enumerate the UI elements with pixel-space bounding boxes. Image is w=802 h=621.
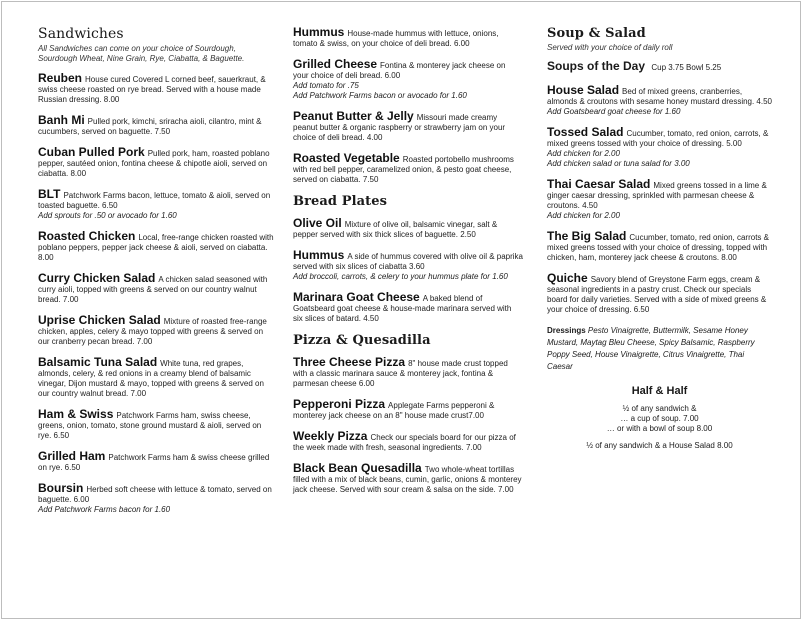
- item-addon: Add Patchwork Farms bacon for 1.60: [38, 505, 171, 514]
- sandwich-list-continued: [293, 26, 523, 185]
- item-description: House cured Covered L corned beef, sauerkraut, & swiss cheese roasted on rye bread. Served with a house made Russian dressing. 8.00: [38, 75, 266, 104]
- item-description: Missouri made creamy peanut butter & organic raspberry or strawberry jam on your choice of deli bread. 4.00: [293, 113, 506, 142]
- menu-item: [38, 356, 276, 399]
- item-description: Pulled pork, kimchi, sriracha aioli, cilantro, mint & cucumbers, served on baguette. 7.50: [38, 117, 262, 136]
- item-name: Quiche: [547, 271, 588, 285]
- item-description: Fontina & monterey jack cheese on your choice of deli bread. 6.00: [293, 61, 506, 80]
- half-half-line: ½ of any sandwich &: [622, 404, 697, 413]
- item-name: Grilled Ham: [38, 449, 106, 463]
- item-name: Roasted Vegetable: [293, 151, 400, 165]
- menu-item: [38, 72, 276, 105]
- menu-item: [547, 230, 772, 263]
- item-name: Boursin: [38, 481, 84, 495]
- dressings-label: Dressings: [547, 326, 586, 335]
- item-description: A chicken salad seasoned with curry aioli, topped with greens & served on our country walnut bread. 7.00: [38, 275, 268, 304]
- dressings-list: Pesto Vinaigrette, Buttermilk, Sesame Honey Mustard, Maytag Bleu Cheese, Spicy Balsamic, Raspberry Poppy Seed, House Vinaigrette, Citrus Vinaigrette, Thai Caesar: [547, 326, 755, 371]
- half-half-heading: Half & Half: [631, 385, 688, 397]
- item-name: Weekly Pizza: [293, 429, 368, 443]
- item-name: Hummus: [293, 248, 345, 262]
- menu-item: [293, 152, 523, 185]
- menu-item: [38, 146, 276, 179]
- item-name: Peanut Butter & Jelly: [293, 109, 414, 123]
- item-description: Applegate Farms pepperoni & monterey jack cheese on an 8" house made crust7.00: [293, 401, 495, 420]
- item-description: Mixture of olive oil, balsamic vinegar, salt & pepper served with six thick slices of baguette. 2.50: [293, 220, 498, 239]
- soup-salad-heading: Soup & Salad: [547, 26, 646, 41]
- salad-list: [547, 84, 772, 315]
- menu-item: [293, 430, 523, 453]
- menu-item: [547, 126, 772, 169]
- item-name: Marinara Goat Cheese: [293, 290, 420, 304]
- item-name: Uprise Chicken Salad: [38, 313, 161, 327]
- column-middle: [293, 26, 523, 504]
- item-addon: Add tomato for .75 Add Patchwork Farms bacon or avocado for 1.60: [293, 81, 467, 100]
- menu-item: [547, 84, 772, 117]
- item-name: Olive Oil: [293, 216, 342, 230]
- sandwiches-subtitle: All Sandwiches can come on your choice of Sourdough, Sourdough Wheat, Nine Grain, Rye, Ciabatta, & Baguette.: [38, 44, 245, 63]
- item-description: Cucumber, tomato, red onion, carrots, & mixed greens tossed with your choice of dressing. 5.00: [547, 129, 769, 148]
- half-half-line: … a cup of soup. 7.00: [620, 414, 699, 423]
- item-description: Roasted portobello mushrooms with red bell pepper, caramelized onion, & pesto goat cheese, served on ciabatta. 7.50: [293, 155, 514, 184]
- menu-item: [38, 272, 276, 305]
- item-description: Bed of mixed greens, cranberries, almonds & croutons with sesame honey mustard dressing. 4.50: [547, 87, 773, 106]
- item-addon: Add Goatsbeard goat cheese for 1.60: [547, 107, 681, 116]
- item-description: Herbed soft cheese with lettuce & tomato, served on baguette. 6.00: [38, 485, 272, 504]
- soups-of-the-day: [547, 59, 772, 75]
- item-name: BLT: [38, 187, 61, 201]
- item-description: House-made hummus with lettuce, onions, tomato & swiss, on your choice of deli bread. 6.00: [293, 29, 499, 48]
- menu-item: [293, 356, 523, 389]
- sandwiches-heading: Sandwiches: [38, 26, 124, 42]
- menu-item: [293, 217, 523, 240]
- item-name: Thai Caesar Salad: [547, 177, 651, 191]
- menu-item: [38, 230, 276, 263]
- bread-plates-list: [293, 217, 523, 324]
- menu-item: [293, 249, 523, 282]
- menu-item: [547, 272, 772, 315]
- item-name: Hummus: [293, 25, 345, 39]
- item-name: Reuben: [38, 71, 83, 85]
- menu-item: [38, 450, 276, 473]
- pizza-heading: Pizza & Quesadilla: [293, 333, 431, 348]
- half-half-line: … or with a bowl of soup 8.00: [606, 424, 713, 433]
- item-addon: Add broccoli, carrots, & celery to your hummus plate for 1.60: [293, 272, 508, 281]
- item-description: Pulled pork, ham, roasted poblano pepper, sautéed onion, fontina cheese & chipotle aioli, served on ciabatta. 8.00: [38, 149, 270, 178]
- item-description: Mixture of roasted free-range chicken, apples, celery & mayo topped with greens & served on our cranberry pecan bread. 7.00: [38, 317, 267, 346]
- menu-item: [293, 110, 523, 143]
- item-name: Curry Chicken Salad: [38, 271, 156, 285]
- item-description: Patchwork Farms ham & swiss cheese grilled on rye. 6.50: [38, 453, 270, 472]
- item-description: White tuna, red grapes, almonds, celery, & red onions in a creamy blend of balsamic vinegar, Dijon mustard & mayo, topped with greens & served on our country walnut bread. 7.00: [38, 359, 264, 398]
- column-sandwiches: [38, 26, 276, 524]
- menu-item: [547, 178, 772, 221]
- item-description: Patchwork Farms bacon, lettuce, tomato & aioli, served on toasted baguette. 6.50: [38, 191, 271, 210]
- item-description: 8" house made crust topped with a classic marinara sauce & monterey jack, fontina & parmesan cheese 6.00: [293, 359, 508, 388]
- item-name: Cuban Pulled Pork: [38, 145, 145, 159]
- item-description: Cucumber, tomato, red onion, carrots & mixed greens tossed with your choice of dressing, topped with chicken, ham, monterey jack cheese & croutons. 8.00: [547, 233, 769, 262]
- item-description: Mixed greens tossed in a lime & ginger caesar dressing, sprinkled with parmesan cheese & croutons. 4.50: [547, 181, 767, 210]
- item-description: Savory blend of Greystone Farm eggs, cream & seasonal ingredients in a pastry crust. Check our specials board for daily varieties. Served with a side of mixed greens & your choice of dressing. 6.50: [547, 275, 767, 314]
- item-addon: Add sprouts for .50 or avocado for 1.60: [38, 211, 177, 220]
- item-name: House Salad: [547, 83, 620, 97]
- sandwich-list: [38, 72, 276, 515]
- column-soup-salad: [547, 26, 772, 451]
- item-name: Grilled Cheese: [293, 57, 378, 71]
- menu-item: [38, 188, 276, 221]
- dressings: [547, 325, 772, 373]
- item-name: Three Cheese Pizza: [293, 355, 406, 369]
- item-description: Two whole-wheat tortillas filled with a mix of black beans, cumin, garlic, onions & monterey jack cheese. Served with sour cream & salsa on the side. 7.00: [293, 465, 522, 494]
- item-addon: Add chicken for 2.00 Add chicken salad or tuna salad for 3.00: [547, 149, 690, 168]
- pizza-list: [293, 356, 523, 495]
- menu-item: [293, 398, 523, 421]
- menu-item: [293, 291, 523, 324]
- item-name: Roasted Chicken: [38, 229, 136, 243]
- soup-salad-subtitle: Served with your choice of daily roll: [547, 43, 673, 52]
- item-description: Local, free-range chicken roasted with poblano peppers, pepper jack cheese & aioli, served on ciabatta. 8.00: [38, 233, 274, 262]
- menu-item: [293, 462, 523, 495]
- soups-name: Soups of the Day: [547, 59, 646, 73]
- menu-item: [38, 482, 276, 515]
- menu-item: [38, 114, 276, 137]
- item-name: Black Bean Quesadilla: [293, 461, 422, 475]
- item-name: Tossed Salad: [547, 125, 624, 139]
- item-addon: Add chicken for 2.00: [547, 211, 620, 220]
- menu-item: [293, 58, 523, 101]
- item-name: The Big Salad: [547, 229, 627, 243]
- menu-page: [1, 1, 801, 619]
- item-description: A side of hummus covered with olive oil & paprika served with six slices of ciabatta 3.60: [293, 252, 523, 271]
- item-name: Balsamic Tuna Salad: [38, 355, 158, 369]
- item-description: Check our specials board for our pizza of the week made with fresh, seasonal ingredients. 7.00: [293, 433, 516, 452]
- menu-item: [38, 314, 276, 347]
- item-description: Patchwork Farms ham, swiss cheese, greens, onion, tomato, stone ground mustard & aioli, served on rye. 6.50: [38, 411, 262, 440]
- menu-item: [38, 408, 276, 441]
- menu-item: [293, 26, 523, 49]
- item-description: A baked blend of Goatsbeard goat cheese & house-made marinara served with six slices of batard. 4.50: [293, 294, 512, 323]
- item-name: Banh Mi: [38, 113, 85, 127]
- bread-plates-heading: Bread Plates: [293, 194, 388, 209]
- item-name: Ham & Swiss: [38, 407, 114, 421]
- soups-price: Cup 3.75 Bowl 5.25: [651, 63, 722, 72]
- item-name: Pepperoni Pizza: [293, 397, 386, 411]
- half-half-line: ½ of any sandwich & a House Salad 8.00: [586, 441, 733, 450]
